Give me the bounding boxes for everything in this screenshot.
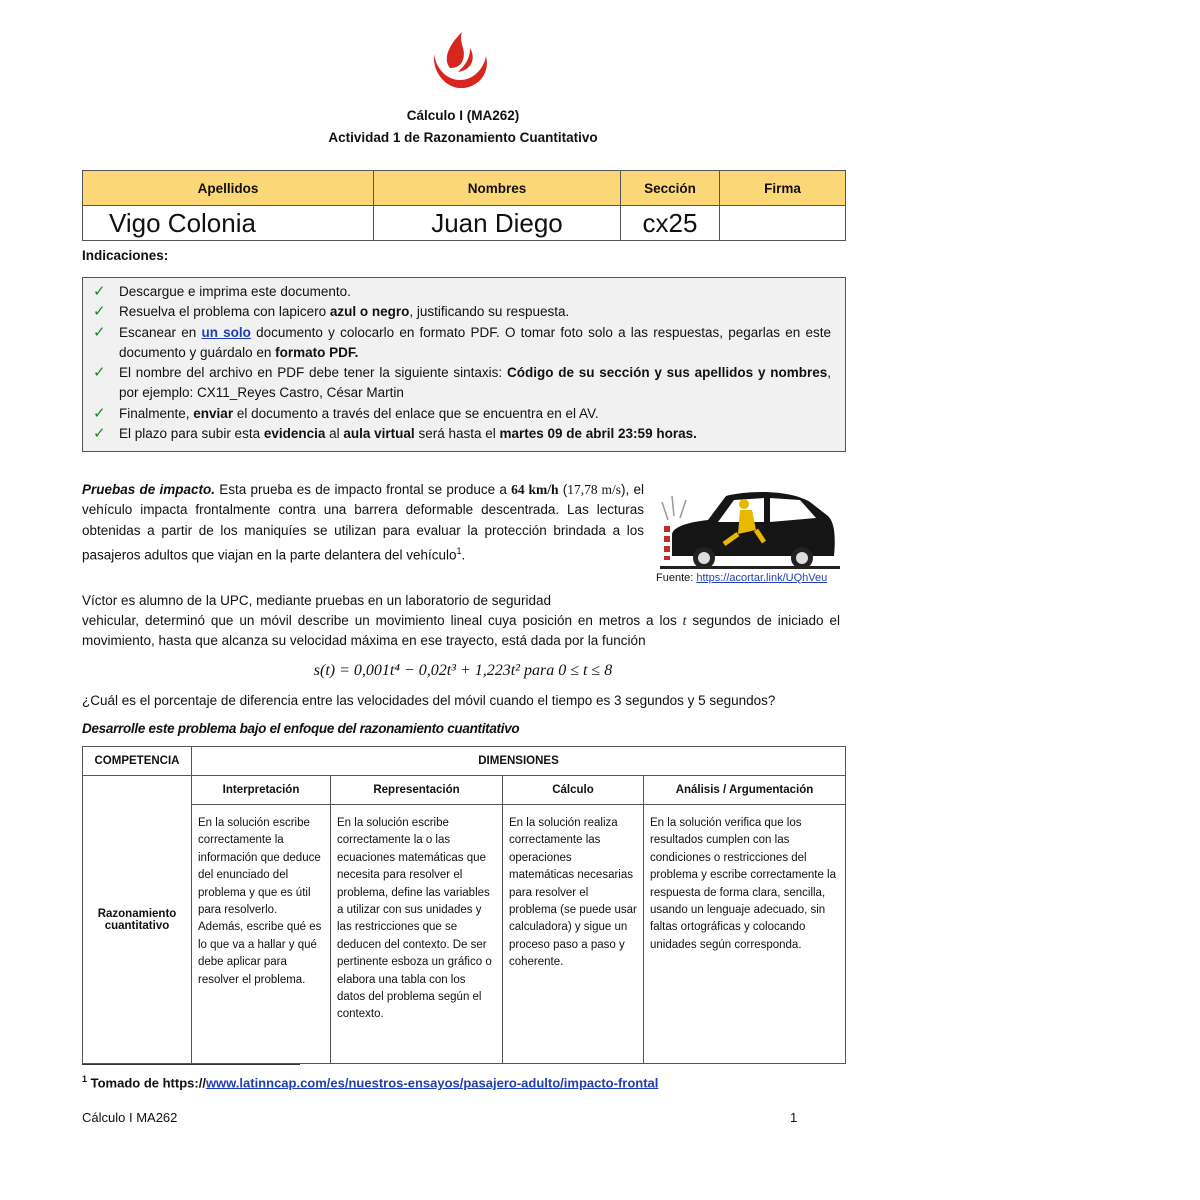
problem-statement: vehicular, determinó que un móvil describe un movimiento lineal cuya posición en metros a los t segundos de iniciado el movimiento, hasta que alcanza su velocidad máxima en ese trayecto, está dada por la función: [82, 613, 840, 649]
list-item: ✓ El nombre del archivo en PDF debe tener la siguiente sintaxis: Código de su sección y sus apellidos y nombres, por ejemplo: CX11_Reyes Castro, César Martin: [93, 364, 832, 401]
course-title: Cálculo I (MA262): [406, 108, 520, 123]
cell-analisis: En la solución verifica que los resultados cumplen con las condiciones o restricciones del problema y escribe correctamente la respuesta de forma clara, sencilla, usando un lenguaje adecuado, sin faltas ortográficas y colocando unidades según corresponda.: [644, 805, 846, 1064]
rubric-table: [82, 746, 846, 1064]
checkmark-icon: ✓: [93, 323, 106, 341]
cell-interpretacion: En la solución escribe correctamente la información que deduce del enunciado del problema y que es útil para resolverlo. Además, escribe qué es lo que va a hallar y qué debe aplicar para resolver el problema.: [192, 805, 331, 1064]
question: ¿Cuál es el porcentaje de diferencia entre las velocidades del móvil cuando el tiempo es 3 segundos y 5 segundos?: [82, 693, 776, 708]
value-apellidos: Vigo Colonia: [83, 206, 374, 241]
value-seccion: cx25: [621, 206, 720, 241]
list-item: ✓ Descargue e imprima este documento.: [93, 282, 831, 302]
footer-course: Cálculo I MA262: [82, 1110, 178, 1125]
problem-intro: Pruebas de impacto. Esta prueba es de impacto frontal se produce a 64 km/h (17,78 m/s), el vehículo impacta frontalmente contra una barrera deformable descentrada. Las lecturas obtenidas a partir de los maniquíes se utilizan para evaluar la protección brindada a los pasajeros adultos que viajan en la parte delantera del vehículo$^1$.: [82, 482, 644, 563]
list-item: ✓ Finalmente, enviar el documento a través del enlace que se encuentra en el AV.: [93, 404, 831, 424]
checkmark-icon: ✓: [93, 283, 106, 300]
row-label-razonamiento: Razonamiento cuantitativo: [83, 776, 192, 1064]
instruction: Desarrolle este problema bajo el enfoque del razonamiento cuantitativo: [82, 721, 520, 736]
column-representacion: Representación: [331, 776, 503, 805]
header-nombres: Nombres: [374, 171, 621, 206]
header-competencia: COMPETENCIA: [83, 747, 192, 776]
cell-calculo: En la solución realiza correctamente las operaciones matemáticas necesarias para resolver el problema (se puede usar calculadora) y sigue un proceso paso a paso y coherente.: [503, 805, 644, 1064]
header-dimensiones: DIMENSIONES: [192, 747, 846, 776]
activity-title: Actividad 1 de Razonamiento Cuantitativo: [328, 130, 598, 145]
checkmark-icon: ✓: [93, 404, 106, 422]
list-item: ✓ El plazo para subir esta evidencia al aula virtual será hasta el martes 09 de abril 23:59 horas.: [93, 424, 831, 444]
footnote-link[interactable]: www.latinncap.com/es/nuestros-ensayos/pasajero-adulto/impacto-frontal: [205, 1075, 659, 1091]
checkmark-icon: ✓: [93, 425, 106, 443]
indications-title: Indicaciones:: [82, 248, 169, 263]
header-apellidos: Apellidos: [83, 171, 374, 206]
page-number: 1: [790, 1110, 798, 1125]
header-firma: Firma: [720, 171, 846, 206]
list-item: ✓ Resuelva el problema con lapicero azul o negro, justificando su respuesta.: [93, 302, 831, 322]
column-calculo: Cálculo: [503, 776, 644, 805]
image-caption: Fuente: https://acortar.link/UQhVeu: [656, 572, 828, 584]
header-seccion: Sección: [621, 171, 720, 206]
position-formula: s(t) = 0,001t⁴ − 0,02t³ + 1,223t² para 0 ≤ t ≤ 8: [313, 662, 613, 679]
value-nombres: Juan Diego: [374, 206, 621, 241]
checkmark-icon: ✓: [93, 364, 106, 382]
footnote-divider: [82, 1064, 300, 1065]
list-item: ✓ Escanear en un solo documento y colocarlo en formato PDF. O tomar foto solo a las respuestas, pegarlas en este documento y guárdalo en formato PDF.: [93, 323, 831, 360]
column-analisis: Análisis / Argumentación: [644, 776, 846, 805]
footnote: $^1$ Tomado de https://www.latinncap.com/es/nuestros-ensayos/pasajero-adulto/impacto-frontal: [82, 1074, 659, 1091]
cell-representacion: En la solución escribe correctamente la o las ecuaciones matemáticas que necesita para resolver el problema, define las variables a utilizar con sus unidades y las restricciones que se deducen del contexto. De ser pertinente esboza un gráfico o elabora una tabla con los datos del problema según el contexto.: [331, 805, 503, 1064]
crash-test-car-image: [660, 482, 840, 570]
checkmark-icon: ✓: [93, 303, 106, 321]
student-info-table: [82, 170, 846, 241]
problem-line1: Víctor es alumno de la UPC, mediante pruebas en un laboratorio de seguridad: [82, 593, 552, 608]
value-firma: [720, 206, 846, 241]
source-link[interactable]: https://acortar.link/UQhVeu: [696, 572, 828, 584]
column-interpretacion: Interpretación: [192, 776, 331, 805]
indications-box: [82, 277, 846, 452]
upc-logo: [428, 28, 492, 92]
